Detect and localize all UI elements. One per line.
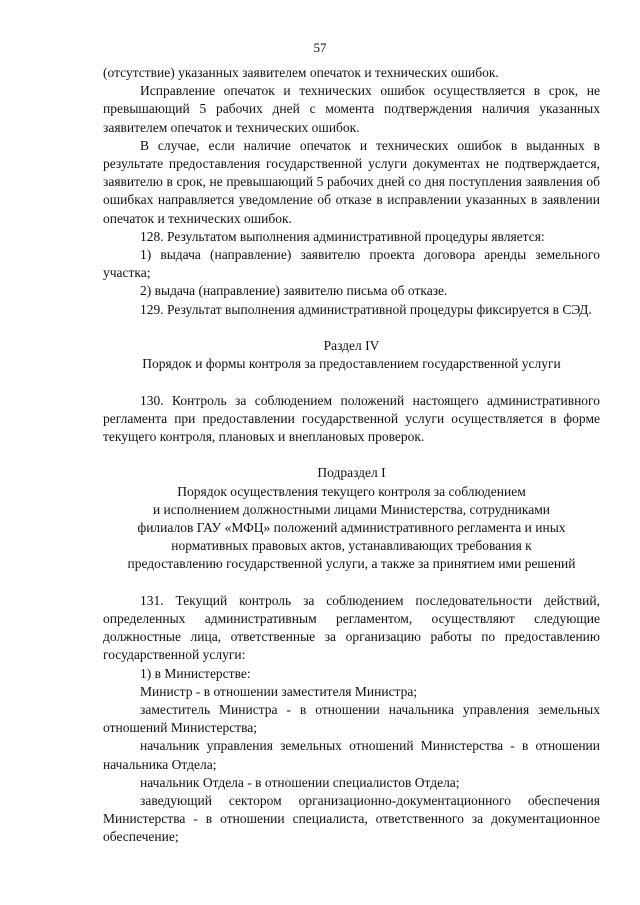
subsection-title-line: нормативных правовых актов, устанавливающих требования к [171,538,532,554]
subsection-title-line: и исполнением должностными лицами Министерства, сотрудниками [152,501,551,517]
paragraph: 2) выдача (направление) заявителю письма об отказе. [140,283,448,299]
paragraph: начальник Отдела - в отношении специалистов Отдела; [140,774,460,790]
subsection-heading: Подраздел I [317,465,386,481]
paragraph: Исправление опечаток и технических ошибок осуществляется в срок, не превышающий 5 рабочих дней с момента подтверждения наличия указанных заявителем опечаток и технических ошибок. [103,83,600,135]
paragraph: 1) в Министерстве: [140,665,251,681]
subsection-title-line: Порядок осуществления текущего контроля за соблюдением [177,483,526,499]
page-number: 57 [313,40,327,55]
paragraph: заведующий сектором организационно-документационного обеспечения Министерства - в отношении специалиста, ответственного за документационное обеспечение; [103,793,600,845]
page-body [103,64,600,847]
paragraph: заместитель Министра - в отношении начальника управления земельных отношений Министерства; [103,702,600,736]
section-title: Порядок и формы контроля за предоставлением государственной услуги [142,356,561,372]
subsection-title-line: филиалов ГАУ «МФЦ» положений административного регламента и иных [137,520,566,536]
paragraph: (отсутствие) указанных заявителем опечаток и технических ошибок. [103,65,499,80]
paragraph: 130. Контроль за соблюдением положений настоящего административного регламента при предоставлении государственной услуги осуществляется в форме текущего контроля, плановых и внеплановых проверок. [103,392,600,445]
paragraph: 131. Текущий контроль за соблюдением последовательности действий, определенных административным регламентом, осуществляют следующие должностные лица, ответственные за организацию работы по предоставлению государственной услуги: [103,592,600,663]
paragraph: начальник управления земельных отношений Министерства - в отношении начальника Отдела; [103,738,600,772]
paragraph: 129. Результат выполнения административной процедуры фиксируется в СЭД. [140,301,592,317]
paragraph: В случае, если наличие опечаток и технических ошибок в выданных в результате предоставления государственной услуги документах не подтверждается, заявителю в срок, не превышающий 5 рабочих дней со дня поступления заявления об ошибках направляется уведомление об отказе в исправлении указанных в заявлении опечаток и технических ошибок. [103,137,600,226]
paragraph: Министр - в отношении заместителя Министра; [140,683,418,699]
section-heading: Раздел IV [323,338,380,354]
paragraph: 128. Результатом выполнения административной процедуры является: [140,228,545,244]
paragraph: 1) выдача (направление) заявителю проекта договора аренды земельного участка; [103,247,600,281]
subsection-title-line: предоставлению государственной услуги, а также за принятием ими решений [127,556,576,572]
